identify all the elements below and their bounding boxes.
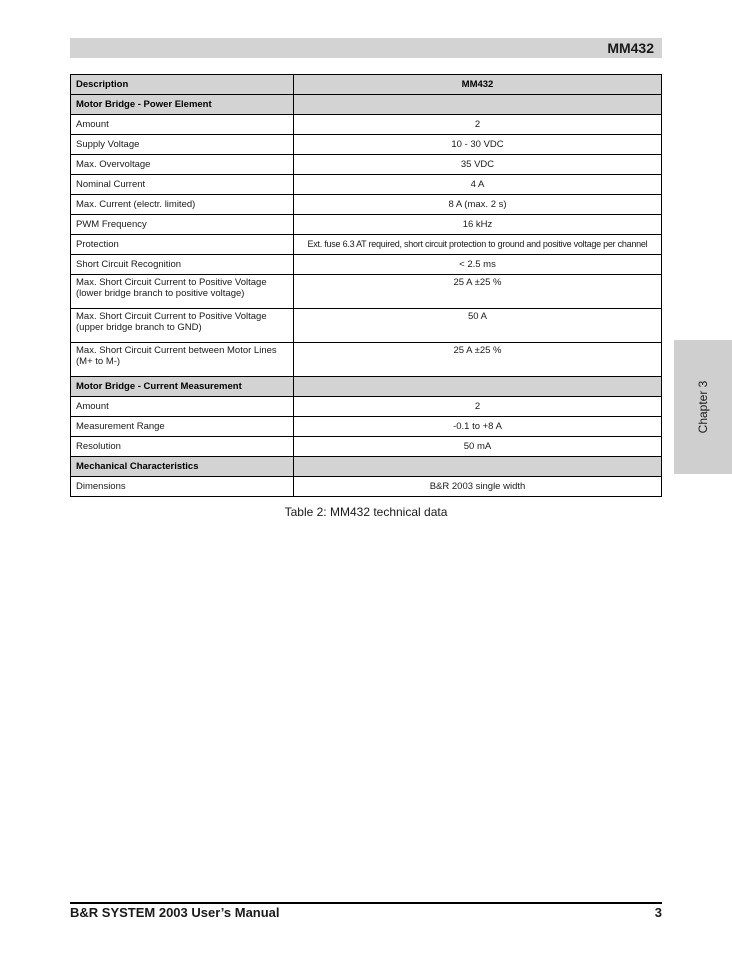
row-description: Short Circuit Recognition xyxy=(71,255,294,275)
row-value: 25 A ±25 % xyxy=(294,275,662,309)
table-row xyxy=(71,437,662,457)
row-description: Max. Overvoltage xyxy=(71,155,294,175)
table-row xyxy=(71,135,662,155)
table-header-value: MM432 xyxy=(294,75,662,95)
table-header-row xyxy=(71,75,662,95)
table-row xyxy=(71,275,662,309)
table-row xyxy=(71,235,662,255)
row-description: Measurement Range xyxy=(71,417,294,437)
row-value: Ext. fuse 6.3 AT required, short circuit protection to ground and positive voltage per channel xyxy=(294,235,662,255)
section-value-cell xyxy=(294,377,662,397)
row-description: Resolution xyxy=(71,437,294,457)
footer-manual-title: B&R SYSTEM 2003 User’s Manual xyxy=(70,905,280,920)
table-row xyxy=(71,397,662,417)
section-header-row xyxy=(71,457,662,477)
row-value: 8 A (max. 2 s) xyxy=(294,195,662,215)
row-value: 10 - 30 VDC xyxy=(294,135,662,155)
row-description: Protection xyxy=(71,235,294,255)
header-title: MM432 xyxy=(607,40,654,56)
row-value: 4 A xyxy=(294,175,662,195)
technical-data-table-body xyxy=(71,75,662,497)
footer-page-number: 3 xyxy=(654,905,662,920)
table-row xyxy=(71,215,662,235)
row-value: 2 xyxy=(294,397,662,417)
section-title: Motor Bridge - Current Measurement xyxy=(71,377,294,397)
row-value: 35 VDC xyxy=(294,155,662,175)
section-title: Mechanical Characteristics xyxy=(71,457,294,477)
table-row xyxy=(71,155,662,175)
row-value: 50 A xyxy=(294,309,662,343)
table-row xyxy=(71,175,662,195)
table-row xyxy=(71,477,662,497)
row-value: 2 xyxy=(294,115,662,135)
table-row xyxy=(71,417,662,437)
section-value-cell xyxy=(294,457,662,477)
chapter-side-tab xyxy=(674,340,732,474)
table-row xyxy=(71,115,662,135)
section-value-cell xyxy=(294,95,662,115)
table-header-description: Description xyxy=(71,75,294,95)
row-description: PWM Frequency xyxy=(71,215,294,235)
row-value: B&R 2003 single width xyxy=(294,477,662,497)
row-description: Supply Voltage xyxy=(71,135,294,155)
row-description: Amount xyxy=(71,397,294,417)
row-value: 16 kHz xyxy=(294,215,662,235)
section-header-row xyxy=(71,377,662,397)
table-row xyxy=(71,309,662,343)
row-value: 25 A ±25 % xyxy=(294,343,662,377)
table-row xyxy=(71,343,662,377)
row-description: Nominal Current xyxy=(71,175,294,195)
row-description: Max. Short Circuit Current between Motor Lines (M+ to M-) xyxy=(71,343,294,377)
page-header-bar xyxy=(70,38,662,58)
row-description: Max. Short Circuit Current to Positive Voltage (upper bridge branch to GND) xyxy=(71,309,294,343)
technical-data-table xyxy=(70,74,662,497)
table-row xyxy=(71,255,662,275)
table-caption: Table 2: MM432 technical data xyxy=(284,505,448,519)
row-value: -0.1 to +8 A xyxy=(294,417,662,437)
section-header-row xyxy=(71,95,662,115)
row-value: < 2.5 ms xyxy=(294,255,662,275)
row-description: Amount xyxy=(71,115,294,135)
chapter-label: Chapter 3 xyxy=(696,380,710,434)
row-description: Max. Current (electr. limited) xyxy=(71,195,294,215)
row-description: Max. Short Circuit Current to Positive Voltage (lower bridge branch to positive voltage) xyxy=(71,275,294,309)
section-title: Motor Bridge - Power Element xyxy=(71,95,294,115)
row-value: 50 mA xyxy=(294,437,662,457)
table-row xyxy=(71,195,662,215)
footer-divider xyxy=(70,902,662,904)
row-description: Dimensions xyxy=(71,477,294,497)
